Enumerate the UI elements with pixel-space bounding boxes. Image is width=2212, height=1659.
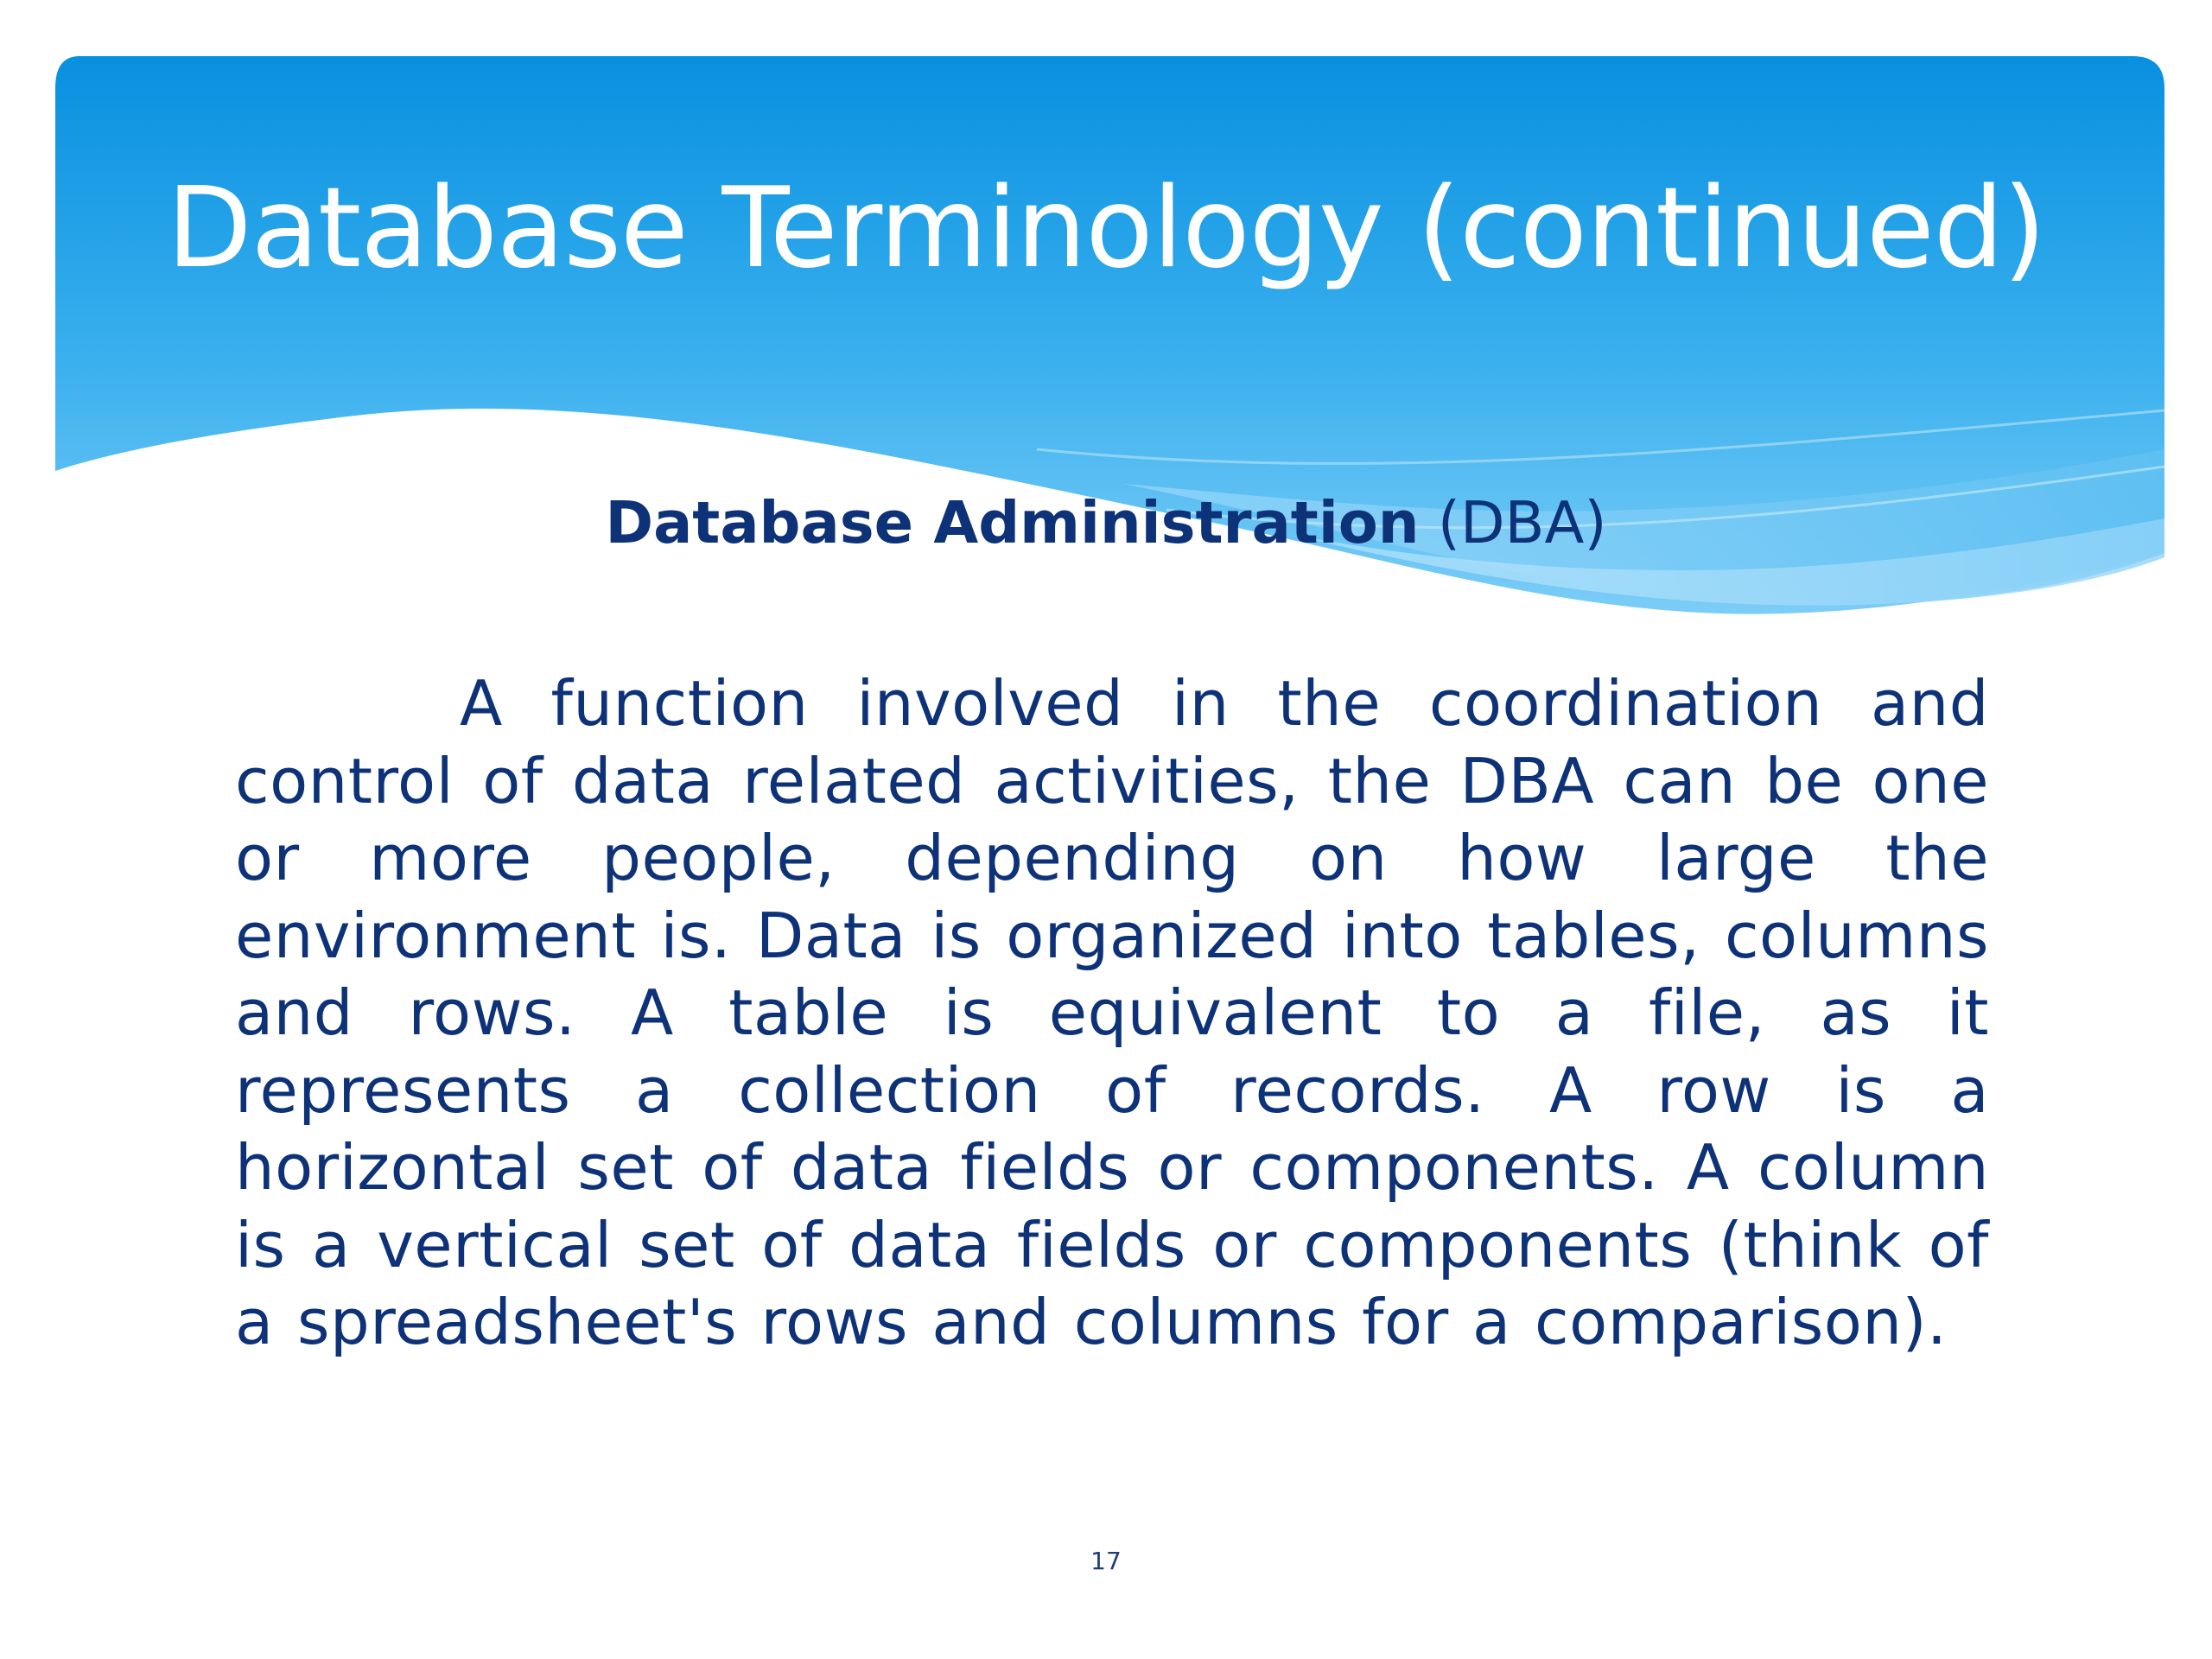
subtitle-abbreviation: (DBA) (1437, 489, 1607, 556)
slide-subtitle (0, 480, 2212, 566)
subtitle-term: Database Administration (605, 489, 1420, 556)
body-paragraph: A function involved in the coordination and control of data related activities, the DBA can be one or more people, depending on how large the environment is. Data is organized into tables, columns and rows. A table is equivalent to a file, as it represents a collection of records. A row is a horizontal set of data fields or components. A column is a vertical set of data fields or components (think of a spreadsheet's rows and columns for a comparison). (235, 667, 1989, 1358)
slide-title: Database Terminology (continued) (167, 164, 2045, 293)
page-number: 17 (1090, 1547, 1122, 1575)
